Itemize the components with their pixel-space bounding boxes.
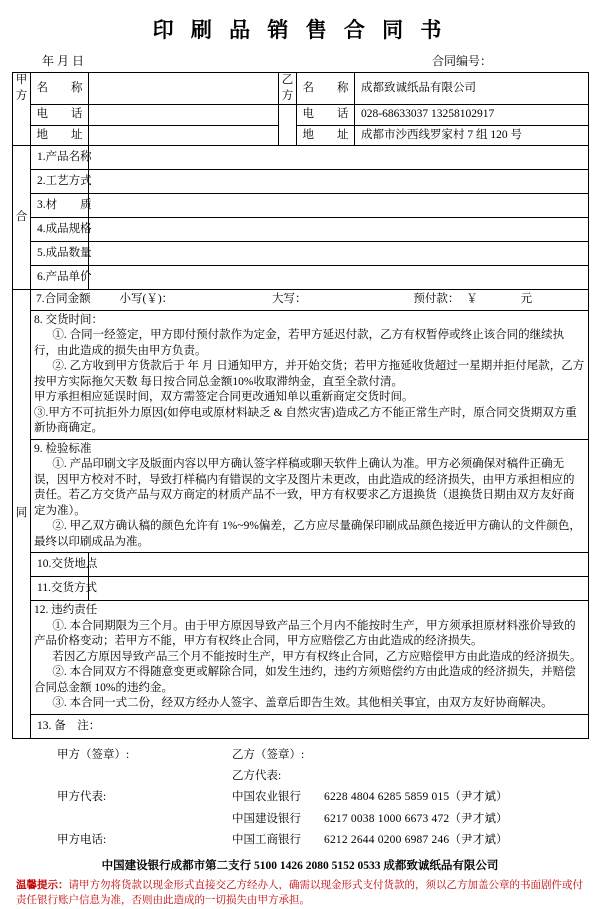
clause13-label: 13. 备 注： xyxy=(31,714,589,738)
header-row xyxy=(12,52,588,72)
amount-row xyxy=(13,290,589,311)
party-b-seal-label: 乙方（签章）: xyxy=(232,748,305,761)
item-6-label: 6.产品单价 xyxy=(31,266,89,290)
party-a-side-spacer xyxy=(13,105,31,126)
party-b-name-value[interactable]: 成都致诚纸品有限公司 xyxy=(355,73,589,105)
clause13-row xyxy=(13,714,589,738)
item-row-6 xyxy=(13,266,589,290)
spacer-cell xyxy=(57,766,232,787)
signature-row-b-rep xyxy=(57,766,588,787)
clause10-row xyxy=(13,553,589,577)
warning-note xyxy=(12,878,588,908)
item-row-4 xyxy=(13,218,589,242)
item-1-label: 1.产品名称 xyxy=(31,146,89,170)
amount-lowercase-label: 小写(￥)： xyxy=(119,293,174,306)
item-1-value[interactable] xyxy=(89,146,589,170)
bank-line-1 xyxy=(232,787,588,808)
amount-no: 7. xyxy=(36,293,45,306)
party-a-address-value[interactable] xyxy=(89,125,279,146)
bank-line-3 xyxy=(232,830,588,851)
bank-3-account: 6212 2644 0200 6987 246（尹才斌） xyxy=(324,833,508,846)
signature-row-a-rep xyxy=(57,787,588,808)
item-5-value[interactable] xyxy=(89,242,589,266)
party-a-phone-label-sig: 甲方电话: xyxy=(57,833,107,846)
party-a-phone-value[interactable] xyxy=(89,105,279,126)
signature-row-a-phone xyxy=(57,830,588,851)
contract-table xyxy=(12,72,589,739)
party-b-phone-label: 电 话 xyxy=(297,105,355,126)
party-b-phone-value[interactable]: 028-68633037 13258102917 xyxy=(355,105,589,126)
clause8-line5: ③.甲方不可抗拒外力原因(如停电或原材料缺乏 & 自然灾害)造成乙方不能正常生产时，原合同交货期双方重新协商确定。 xyxy=(34,406,577,435)
party-a-name-value[interactable] xyxy=(89,73,279,105)
amount-unit: 元 xyxy=(520,293,533,306)
signature-row-seal xyxy=(57,745,588,766)
clause11-row xyxy=(13,577,589,601)
page-title: 印 刷 品 销 售 合 同 书 xyxy=(152,18,448,42)
item-row-2 xyxy=(13,170,589,194)
side-label-contract: 合 xyxy=(13,146,31,290)
warning-text: 请甲方勿将货款以现金形式直接交乙方经办人，确需以现金形式支付货款的，须以乙方加盖公章的书面剧件或付责任银行账户信息为准，否则由此造成的一切损失由甲方承担。 xyxy=(16,880,583,907)
side-label-same: 同 xyxy=(13,290,31,739)
party-row-address xyxy=(13,125,589,146)
party-b-side-label: 乙方 xyxy=(279,73,297,105)
clause8-line4: 甲方承担相应延误时间，双方需签定合同更改通知单以重新商定交货时间。 xyxy=(34,391,414,404)
clause11-label: 11.交货方式 xyxy=(31,577,89,601)
bank-2-name: 中国建设银行 xyxy=(232,812,301,825)
clause10-value[interactable] xyxy=(89,553,589,577)
party-a-side-label: 甲方 xyxy=(13,73,31,105)
clause9-block xyxy=(31,439,589,553)
party-row-name xyxy=(13,73,589,105)
party-a-name-label: 名 称 xyxy=(31,73,89,105)
clause9-title: 9. 检验标准 xyxy=(34,442,92,455)
clause8-line1: ①. 合同一经签定，甲方即付预付款作为定金，若甲方延迟付款，乙方有权暂停或终止该合同的继续执行，由此造成的损失由甲方负责。 xyxy=(34,329,565,357)
party-b-address-value[interactable]: 成都市沙西线罗家村 7 组 120 号 xyxy=(355,125,589,146)
item-3-value[interactable] xyxy=(89,194,589,218)
item-4-value[interactable] xyxy=(89,218,589,242)
item-row-5 xyxy=(13,242,589,266)
party-b-rep-label: 乙方代表: xyxy=(232,770,282,783)
clause8-row xyxy=(13,310,589,439)
clause12-title: 12. 违约责任 xyxy=(34,604,98,617)
bank-2-account: 6217 0038 1000 6673 472（尹才斌） xyxy=(324,812,508,825)
contract-amount-row xyxy=(31,290,589,311)
party-b-name-label: 名 称 xyxy=(297,73,355,105)
signature-row-bank2 xyxy=(57,809,588,830)
item-4-label: 4.成品规格 xyxy=(31,218,89,242)
bank-3-name: 中国工商银行 xyxy=(232,833,301,846)
amount-uppercase-label: 大写： xyxy=(272,293,307,306)
item-2-label: 2.工艺方式 xyxy=(31,170,89,194)
party-a-phone-label: 电 话 xyxy=(31,105,89,126)
clause12-line4: ③. 本合同一式二份，经双方经办人签字、盖章后即告生效。其他相关事宜，由双方友好协商解决。 xyxy=(52,697,553,710)
clause11-value[interactable] xyxy=(89,577,589,601)
amount-label: 合同金额 xyxy=(44,293,91,306)
footer-bank-line: 中国建设银行成都市第二支行 5100 1426 2080 5152 0533 成都致诚纸品有限公司 xyxy=(101,860,499,873)
party-a-address-label: 地 址 xyxy=(31,125,89,146)
clause8-block xyxy=(31,310,589,439)
party-b-side-spacer xyxy=(279,105,297,126)
party-a-side-spacer2 xyxy=(13,125,31,146)
clause12-block xyxy=(31,601,589,715)
clause9-row xyxy=(13,439,589,553)
party-b-side-spacer2 xyxy=(279,125,297,146)
item-row-3 xyxy=(13,194,589,218)
clause12-row xyxy=(13,601,589,715)
clause9-line1: ①. 产品印刷文字及版面内容以甲方确认签字样稿或聊天软件上确认为准。甲方必须确保对稿件正确无误，因甲方校对不时，导致打样稿内有错误的文字及图片未更改，由此造成的经济损失，由甲方承担相应的责任。若乙方交货产品与双方商定的材质产品不一致，甲方有权要求乙方退换货（退换货日期由双方友好商定为准）。 xyxy=(34,458,575,517)
spacer-cell-2 xyxy=(57,809,232,830)
clause12-line2: 若因乙方原因导致产品三个月不能按时生产，甲方有权终止合同，乙方应赔偿甲方由此造成的经济损失。 xyxy=(52,650,582,663)
warning-lead: 温馨提示： xyxy=(16,880,69,892)
party-a-rep-label: 甲方代表: xyxy=(57,791,107,804)
bank-1-account: 6228 4804 6285 5859 015（尹才斌） xyxy=(324,791,508,804)
clause12-line3: ②. 本合同双方不得随意变更或解除合同，如发生违约，违约方须赔偿约方由此造成的经济损失，并赔偿合同总金额 10%的违约金。 xyxy=(34,666,576,694)
clause9-line2: ②. 甲乙双方确认稿的颜色允许有 1%~9%偏差，乙方应尽量确保印刷成品颜色接近甲方确认的文件颜色，最终以印刷成品为准。 xyxy=(34,520,581,548)
item-3-label: 3.材 质 xyxy=(31,194,89,218)
item-row-1 xyxy=(13,146,589,170)
amount-prepay-label: 预付款： xyxy=(413,293,460,306)
contract-number-label: 合同编号： xyxy=(431,54,492,68)
clause12-line1: ①. 本合同期限为三个月。由于甲方原因导致产品三个月内不能按时生产，甲方须承担原材料涨价导致的产品价格变动；若甲方不能，甲方有权终止合同，甲方应赔偿乙方由此造成的经济损失。 xyxy=(34,619,576,648)
party-a-seal-label: 甲方（签章）: xyxy=(57,748,130,761)
bank-line-2 xyxy=(232,809,588,830)
date-line: 年 月 日 xyxy=(42,54,85,68)
clause10-label: 10.交货地点 xyxy=(31,553,89,577)
item-6-value[interactable] xyxy=(89,266,589,290)
signature-block xyxy=(12,745,588,851)
party-row-phone xyxy=(13,105,589,126)
party-b-address-label: 地 址 xyxy=(297,125,355,146)
clause8-title: 8. 交货时间： xyxy=(34,313,103,326)
clause8-line2: ②. 乙方收到甲方货款后于 年 月 日通知甲方，并开始交货；若甲方拖延收货超过一星期并拒付尾款，乙方按甲方实际拖欠天数 每日按合同总金额10%收取滞纳金，直至全款付清。 xyxy=(34,360,585,388)
bank-1-name: 中国农业银行 xyxy=(232,791,301,804)
amount-currency: ￥ xyxy=(466,293,478,306)
item-2-value[interactable] xyxy=(89,170,589,194)
item-5-label: 5.成品数量 xyxy=(31,242,89,266)
